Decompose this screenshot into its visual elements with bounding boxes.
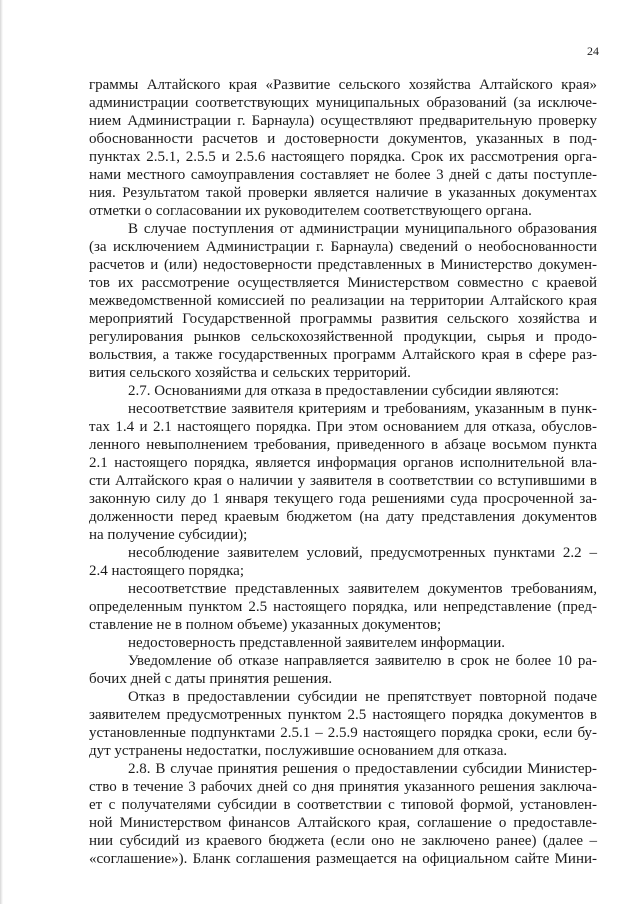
text-line: тах 1.4 и 2.1 настоящего порядка. При этом основанием для отказа, обуслов- [89, 419, 597, 435]
text-line: законную силу до 1 января текущего года решениями суда просроченной за- [89, 491, 597, 507]
text-line: граммы Алтайского края «Развитие сельского хозяйства Алтайского края» [89, 77, 597, 93]
text-line: несоблюдение заявителем условий, предусмотренных пунктами 2.2 – [128, 545, 597, 561]
text-line: сти Алтайского края о наличии у заявителя в соответствии со вступившими в [89, 473, 597, 489]
text-line: обоснованности расчетов и достоверности документов, указанных в под- [89, 131, 597, 147]
text-line: администрации соответствующих муниципальных образований (за исключе- [89, 95, 597, 111]
text-line: ной Министерством финансов Алтайского края, соглашение о предоставле- [89, 815, 597, 831]
text-line: ство в течение 3 рабочих дней со дня принятия указанного решения заключа- [89, 779, 597, 795]
text-line: отметки о согласовании их руководителем соответствующего органа. [89, 203, 532, 219]
text-line: регулирования рынков сельскохозяйственной продукции, сырья и продо- [89, 329, 597, 345]
text-line: на получение субсидии); [89, 527, 248, 543]
text-line: бочих дней с даты принятия решения. [89, 671, 333, 687]
scan-edge-shadow [0, 0, 3, 904]
text-line: (за исключением Администрации г. Барнаула) сведений о необоснованности [89, 239, 597, 255]
text-line: долженности перед краевым бюджетом (на дату представления документов [89, 509, 597, 525]
text-line: Отказ в предоставлении субсидии не препятствует повторной подаче [128, 689, 597, 705]
text-line: 2.8. В случае принятия решения о предоставлении субсидии Министер- [128, 761, 597, 777]
text-line: нами местного самоуправления составляет не более 3 дней с даты поступле- [89, 167, 597, 183]
text-line: несоответствие заявителя критериям и требованиям, указанным в пунк- [128, 401, 597, 417]
text-line: установленные подпунктами 2.5.1 – 2.5.9 настоящего порядка сроки, если бу- [89, 725, 597, 741]
text-line: ленного невыполнением требования, приведенного в абзаце восьмом пункта [89, 437, 597, 453]
text-line: несоответствие представленных заявителем документов требованиям, [128, 581, 597, 597]
text-line: вития сельского хозяйства и сельских территорий. [89, 365, 411, 381]
text-line: заявителем предусмотренных пунктом 2.5 настоящего порядка документов в [89, 707, 597, 723]
text-line: мероприятий Государственной программы развития сельского хозяйства и [89, 311, 597, 327]
document-text-body [89, 76, 597, 868]
text-line: пунктах 2.5.1, 2.5.5 и 2.5.6 настоящего порядка. Срок их рассмотрения орга- [89, 149, 597, 165]
text-line: тов их рассмотрение осуществляется Министерством совместно с краевой [89, 275, 597, 291]
text-line: недостоверность представленной заявителем информации. [128, 635, 506, 651]
text-line: ставление не в полном объеме) указанных документов; [89, 617, 442, 633]
text-line: ет с получателями субсидии в соответствии с типовой формой, установлен- [89, 797, 597, 813]
page-number: 24 [587, 44, 599, 58]
text-line: «соглашение»). Бланк соглашения размещается на официальном сайте Мини- [89, 851, 597, 867]
text-line: межведомственной комиссией по реализации на территории Алтайского края [89, 293, 597, 309]
text-line: нии субсидий из краевого бюджета (если оно не заключено ранее) (далее – [89, 833, 597, 849]
text-line: 2.1 настоящего порядка, является информация органов исполнительной вла- [89, 455, 597, 471]
text-line: 2.4 настоящего порядка; [89, 563, 244, 579]
text-line: В случае поступления от администрации муниципального образования [128, 221, 597, 237]
text-line: расчетов и (или) недостоверности представленных в Министерство докумен- [89, 257, 597, 273]
text-line: 2.7. Основаниями для отказа в предоставлении субсидии являются: [128, 383, 560, 399]
text-line: определенным пунктом 2.5 настоящего порядка, или непредставление (пред- [89, 599, 597, 615]
text-line: ния. Результатом такой проверки является наличие в указанных документах [89, 185, 597, 201]
text-line: вольствия, а также государственных программ Алтайского края в сфере раз- [89, 347, 597, 363]
text-line: Уведомление об отказе направляется заявителю в срок не более 10 ра- [128, 653, 597, 669]
text-line: нием Администрации г. Барнаула) осуществляют предварительную проверку [89, 113, 597, 129]
text-line: дут устранены недостатки, послужившие основанием для отказа. [89, 743, 508, 759]
